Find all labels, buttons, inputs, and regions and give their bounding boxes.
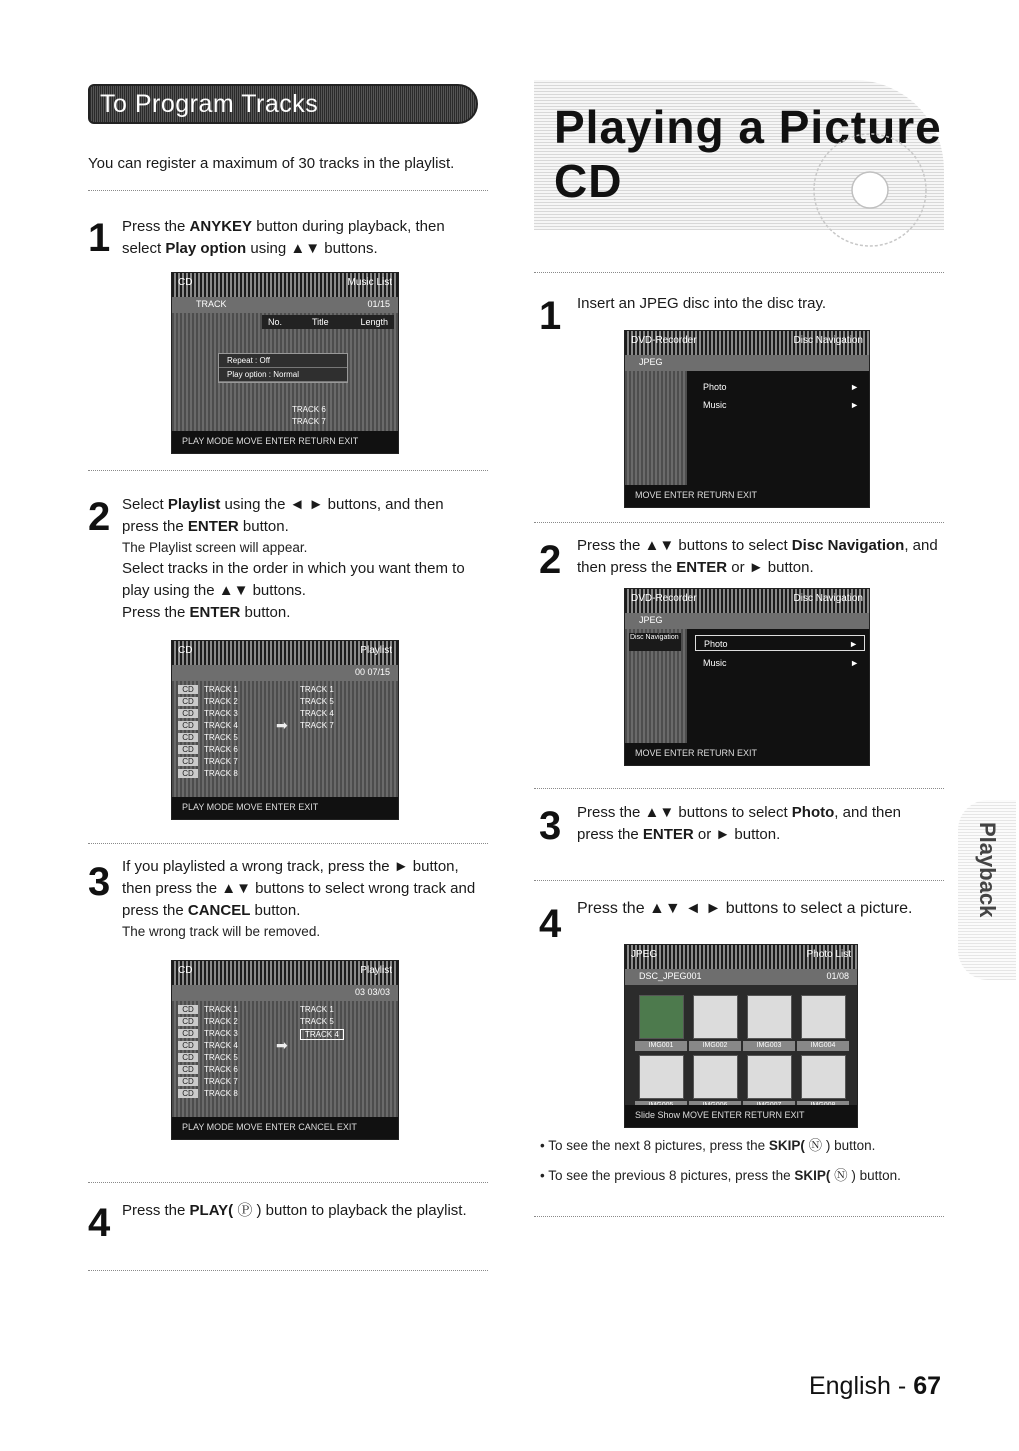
page-number: 67 <box>913 1372 941 1400</box>
photo-thumbnail[interactable] <box>801 995 846 1039</box>
photo-thumbnail[interactable] <box>801 1055 846 1099</box>
photo-thumbnail[interactable] <box>747 995 792 1039</box>
step-number: 3 <box>88 860 111 904</box>
divider <box>88 470 488 471</box>
side-tab-label: Playback <box>975 822 1000 918</box>
divider <box>88 190 488 191</box>
step-number: 1 <box>539 294 562 338</box>
disc-icon <box>810 130 930 250</box>
divider <box>88 1270 488 1271</box>
tv-screen-disc-navigation-selected: DVD-Recorder Disc Navigation JPEG Disc Navigation Photo ► Music ► MOVE ENTER RETURN EXIT <box>624 588 870 766</box>
photo-thumbnail[interactable] <box>693 995 738 1039</box>
step-text: Press the PLAY( Ⓟ ) button to playback the playlist. <box>122 1202 467 1219</box>
tv-screen-photo-list: JPEG Photo List DSC_JPEG001 01/08 IMG001 IMG002 IMG003 IMG004 Slide Show MOVE ENTER RETURN EXIT <box>624 944 858 1128</box>
photo-thumbnail[interactable] <box>639 1055 684 1099</box>
move-arrow-icon: ➡ <box>276 1037 288 1053</box>
divider <box>534 880 944 881</box>
divider <box>88 843 488 844</box>
step-text: Select Playlist using the ◄ ► buttons, and then press the ENTER button. The Playlist screen will appear. Select tracks in the order in which you want them to play using the ▲▼ buttons. Press the ENTER button. <box>122 496 465 621</box>
photo-thumbnail[interactable] <box>747 1055 792 1099</box>
step-number: 4 <box>88 1201 111 1245</box>
tv-screen-playlist-cancel: CD Playlist 03 03/03 CD TRACK 1 CD TRACK 2 CD TRACK 3 CD TRACK 4 CD TRACK 5 CD TRACK 6 CD TRACK 7 CD TRACK 8 ➡ TRACK 1 TRACK 5 TRACK 4 PLAY MODE MOVE ENTER CANCEL EXIT <box>171 960 399 1140</box>
tv-screen-playlist: CD Playlist 00 07/15 CD TRACK 1 CD TRACK 2 CD TRACK 3 CD TRACK 4 CD TRACK 5 CD TRACK 6 CD TRACK 7 CD TRACK 8 ➡ TRACK 1 TRACK 5 TRACK 4 TRACK 7 PLAY MODE MOVE ENTER EXIT <box>171 640 399 820</box>
divider <box>534 522 944 523</box>
divider <box>534 272 944 273</box>
step-number: 2 <box>539 538 562 582</box>
divider <box>534 1216 944 1217</box>
divider <box>88 1182 488 1183</box>
step-text: Press the ▲▼ ◄ ► buttons to select a picture. <box>577 900 913 917</box>
step-text: Press the ▲▼ buttons to select Disc Navigation, and then press the ENTER or ► button. <box>577 537 938 576</box>
section-header-program-tracks <box>88 84 478 124</box>
footer-language: English - <box>808 1372 914 1400</box>
side-tab-playback <box>958 800 1016 980</box>
step-number: 2 <box>88 495 111 539</box>
step-text: If you playlisted a wrong track, press the ► button, then press the ▲▼ buttons to select wrong track and press the CANCEL button. The wrong track will be removed. <box>122 858 476 939</box>
intro-text: You can register a maximum of 30 tracks in the playlist. <box>88 155 455 172</box>
section-header-picture-cd <box>534 80 944 230</box>
tv-screen-music-list: CD Music List TRACK 01/15 No. Title Length Repeat : Off Play option : Normal TRACK 6 TRACK 7 PLAY MODE MOVE ENTER RETURN EXIT <box>171 272 399 454</box>
step-text: Insert an JPEG disc into the disc tray. <box>577 295 826 312</box>
step-text: Press the ANYKEY button during playback, then select Play option using ▲▼ buttons. <box>122 218 445 257</box>
step-number: 3 <box>539 804 562 848</box>
section-title: To Program Tracks <box>100 90 319 118</box>
photo-thumbnail[interactable] <box>693 1055 738 1099</box>
page-footer <box>809 1372 941 1401</box>
move-arrow-icon: ➡ <box>276 717 288 733</box>
photo-thumbnail[interactable] <box>639 995 684 1039</box>
play-option-popup: Repeat : Off Play option : Normal <box>218 353 348 383</box>
step-number: 1 <box>88 216 111 260</box>
tv-screen-disc-navigation: DVD-Recorder Disc Navigation JPEG Photo ► Music ► MOVE ENTER RETURN EXIT <box>624 330 870 508</box>
bullet-note: • To see the previous 8 pictures, press the SKIP( Ⓝ ) button. <box>540 1168 901 1183</box>
divider <box>534 788 944 789</box>
step-text: Press the ▲▼ buttons to select Photo, and then press the ENTER or ► button. <box>577 804 902 843</box>
step-number: 4 <box>539 902 562 946</box>
bullet-note: • To see the next 8 pictures, press the SKIP( Ⓝ ) button. <box>540 1138 876 1153</box>
section-title: Playing a Picture CD <box>554 101 942 207</box>
